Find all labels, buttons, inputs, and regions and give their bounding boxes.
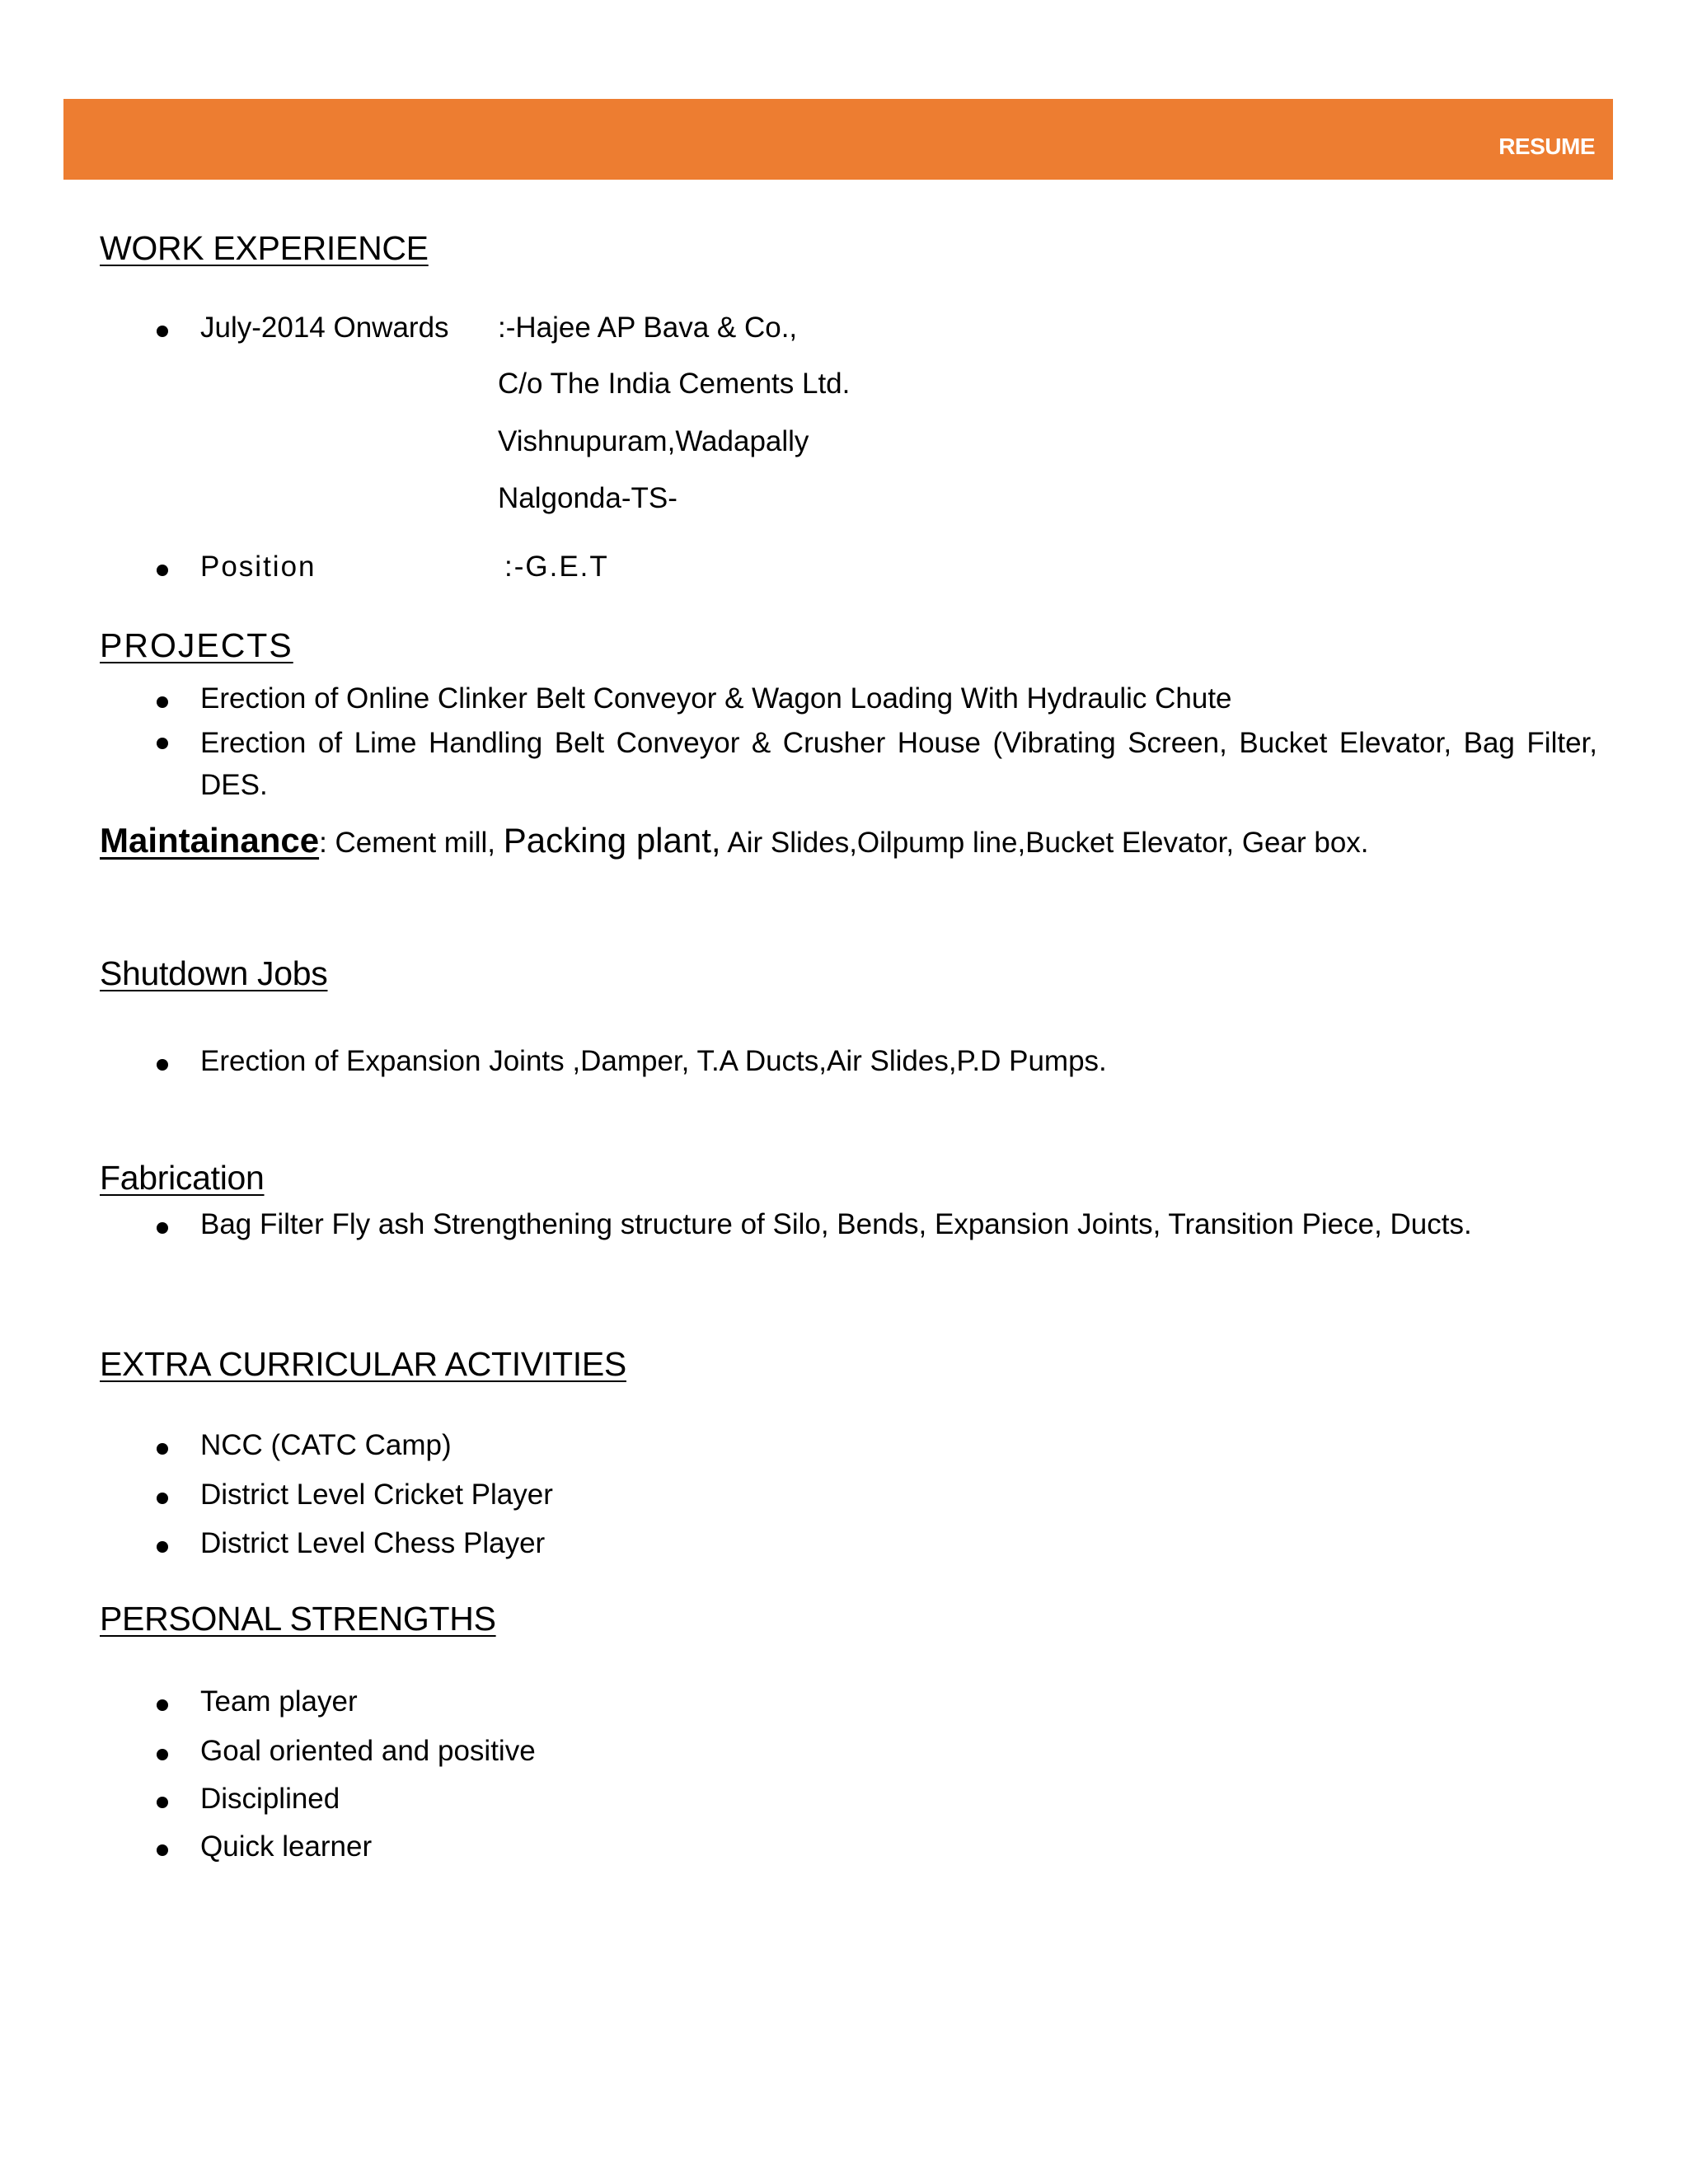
bullet-icon bbox=[157, 565, 168, 576]
bullet-icon bbox=[157, 1222, 168, 1234]
project-item-2: Erection of Lime Handling Belt Conveyor & Crusher House (Vibrating Screen, Bucket Elevator, Bag Filter, DES. bbox=[200, 727, 1597, 801]
personal-strengths-heading: PERSONAL STRENGTHS bbox=[100, 1600, 496, 1638]
company-line-4: Nalgonda-TS- bbox=[498, 482, 678, 514]
strength-item-2: Goal oriented and positive bbox=[200, 1735, 536, 1767]
strength-item-4: Quick learner bbox=[200, 1830, 373, 1863]
company-line-2: C/o The India Cements Ltd. bbox=[498, 368, 851, 400]
projects-heading: PROJECTS bbox=[100, 626, 293, 664]
maintainance-heading: Maintainance bbox=[100, 821, 320, 860]
fabrication-item-1: Bag Filter Fly ash Strengthening structure of Silo, Bends, Expansion Joints, Transition Piece, Ducts. bbox=[200, 1208, 1472, 1240]
maintainance-text-3: Air Slides,Oilpump line,Bucket Elevator, Gear box. bbox=[720, 827, 1369, 859]
company-line-1: :-Hajee AP Bava & Co., bbox=[498, 312, 798, 344]
maintainance-text-2: Packing plant, bbox=[503, 821, 721, 860]
bullet-icon bbox=[157, 1059, 168, 1071]
position-label: Position bbox=[200, 551, 316, 583]
shutdown-item-1: Erection of Expansion Joints ,Damper, T.A Ducts,Air Slides,P.D Pumps. bbox=[200, 1045, 1107, 1077]
header-bar bbox=[63, 99, 1613, 180]
fabrication-heading: Fabrication bbox=[100, 1159, 265, 1197]
bullet-icon bbox=[157, 696, 168, 708]
project-item-1: Erection of Online Clinker Belt Conveyor & Wagon Loading With Hydraulic Chute bbox=[200, 682, 1232, 715]
bullet-icon bbox=[157, 1541, 168, 1553]
work-period: July-2014 Onwards bbox=[200, 312, 449, 344]
shutdown-jobs-heading: Shutdown Jobs bbox=[100, 954, 328, 992]
company-line-3: Vishnupuram,Wadapally bbox=[498, 425, 809, 457]
resume-label: RESUME bbox=[1498, 134, 1595, 159]
strength-item-3: Disciplined bbox=[200, 1783, 340, 1815]
bullet-icon bbox=[157, 1797, 168, 1808]
work-experience-heading: WORK EXPERIENCE bbox=[100, 229, 429, 267]
extra-curricular-heading: EXTRA CURRICULAR ACTIVITIES bbox=[100, 1345, 626, 1383]
maintainance-text-1: : Cement mill, bbox=[319, 827, 504, 859]
bullet-icon bbox=[157, 1749, 168, 1760]
bullet-icon bbox=[157, 1493, 168, 1504]
bullet-icon bbox=[157, 1844, 168, 1856]
bullet-icon bbox=[157, 1699, 168, 1711]
activity-item-1: NCC (CATC Camp) bbox=[200, 1429, 452, 1461]
bullet-icon bbox=[157, 738, 168, 749]
activity-item-2: District Level Cricket Player bbox=[200, 1479, 553, 1511]
bullet-icon bbox=[157, 1443, 168, 1455]
strength-item-1: Team player bbox=[200, 1685, 358, 1718]
maintainance-line bbox=[100, 821, 1369, 860]
activity-item-3: District Level Chess Player bbox=[200, 1527, 546, 1559]
position-value: :-G.E.T bbox=[504, 551, 609, 583]
bullet-icon bbox=[157, 326, 168, 337]
